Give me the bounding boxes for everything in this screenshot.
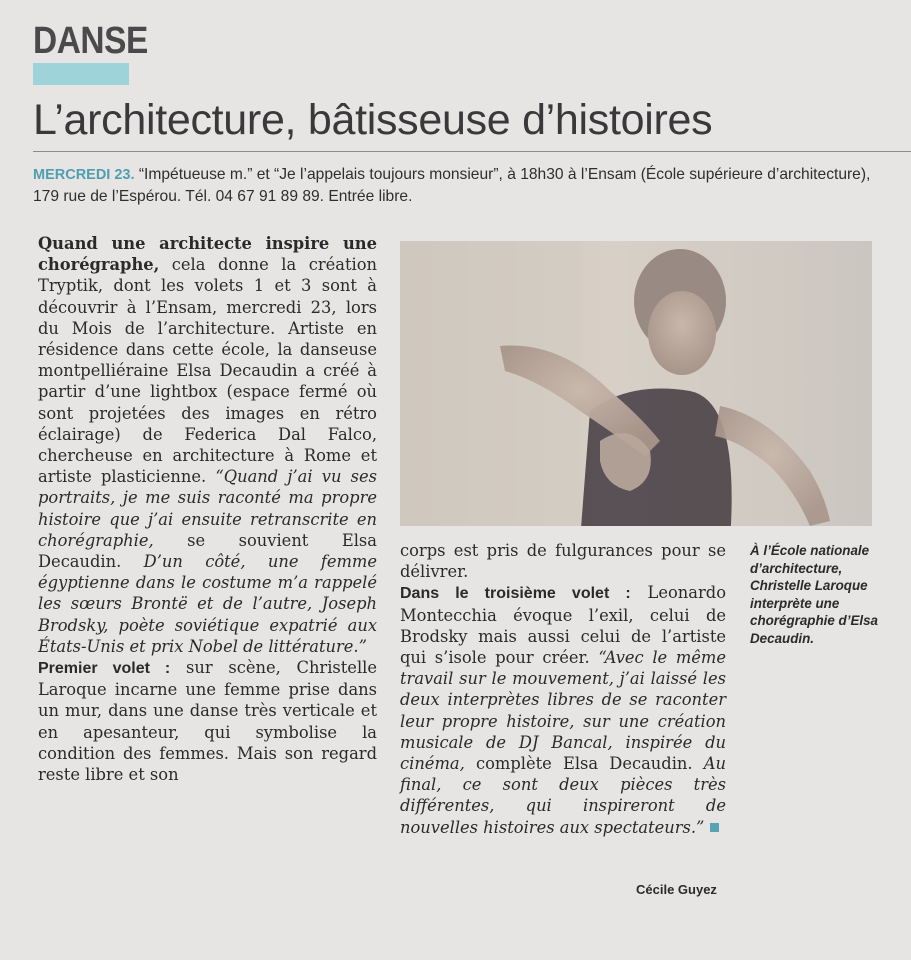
end-of-article-icon: [710, 823, 719, 832]
event-details: “Impétueuse m.” et “Je l’appelais toujours monsieur”, à 18h30 à l’Ensam (École supérieure d’architecture), 179 rue de l’Espérou. Tél. 04 67 91 89 89. Entrée libre.: [33, 166, 871, 205]
attribution-1: se souvient Elsa Decaudin.: [38, 530, 377, 572]
article-intro: [38, 233, 377, 657]
third-part-paragraph: [400, 582, 726, 837]
intro-text: cela donne la création Tryptik, dont les volets 1 et 3 sont à découvrir à l’Ensam, mercredi 23, lors du Mois de l’architecture. Artiste en résidence dans cette école, la danseuse montpelliéraine Elsa Decaudin a créé à partir d’une lightbox (espace fermé où sont projetées des images en rétro éclairage) de Federica Dal Falco, chercheuse en architecture à Rome et artiste plasticienne.: [38, 255, 377, 487]
first-part-paragraph: [38, 657, 377, 785]
subhead-first-part: Premier volet :: [38, 660, 171, 678]
article-column-1: [38, 233, 377, 785]
headline: L’architecture, bâtisseuse d’histoires: [33, 96, 713, 144]
event-day: MERCREDI 23.: [33, 167, 135, 183]
quote-2b: Au final, ce sont deux pièces très différentes, qui inspireront de nouvelles histoires aux spectateurs.”: [400, 754, 726, 837]
dancer-photo-image: [400, 241, 872, 526]
first-part-continuation: corps est pris de fulgurances pour se délivrer.: [400, 541, 726, 582]
article-lead: Quand une architecte inspire une chorégraphe,: [38, 234, 377, 275]
event-info: [33, 164, 883, 207]
author-signature: Cécile Guyez: [636, 882, 717, 897]
quote-1b: D’un côté, une femme égyptienne dans le costume m’a rappelé les sœurs Brontë et de l’autre, Joseph Brodsky, poète soviétique expatrié aux États-Unis et prix Nobel de littérature.”: [38, 552, 377, 656]
quote-1a: “Quand j’ai vu ses portraits, je me suis raconté ma propre histoire que j’ai ensuite retranscrite en chorégraphie,: [38, 467, 378, 550]
headline-divider: [33, 151, 911, 152]
section-rubric: DANSE: [33, 20, 148, 62]
dancer-photo: [400, 241, 872, 526]
subhead-third-part: Dans le troisième volet :: [400, 585, 631, 603]
attribution-2: complète Elsa Decaudin.: [464, 754, 704, 774]
rubric-accent-bar: [33, 63, 129, 85]
photo-caption: À l’École nationale d’architecture, Christelle Laroque interprète une chorégraphie d’Elsa Decaudin.: [750, 543, 878, 646]
quote-2a: “Avec le même travail sur le mouvement, j’ai laissé les deux interprètes libres de se raconter leur propre histoire, sur une création musicale de DJ Bancal, inspirée du cinéma,: [400, 648, 726, 774]
first-part-text: sur scène, Christelle Laroque incarne une femme prise dans un mur, dans une danse très verticale et en apesanteur, qui symbolise la condition des femmes. Mais son regard reste libre et son: [38, 658, 377, 785]
third-part-text: Leonardo Montecchia évoque l’exil, celui de Brodsky mais aussi celui de l’artiste qui s’isole pour créer.: [400, 583, 727, 668]
article-column-2: [400, 540, 726, 838]
